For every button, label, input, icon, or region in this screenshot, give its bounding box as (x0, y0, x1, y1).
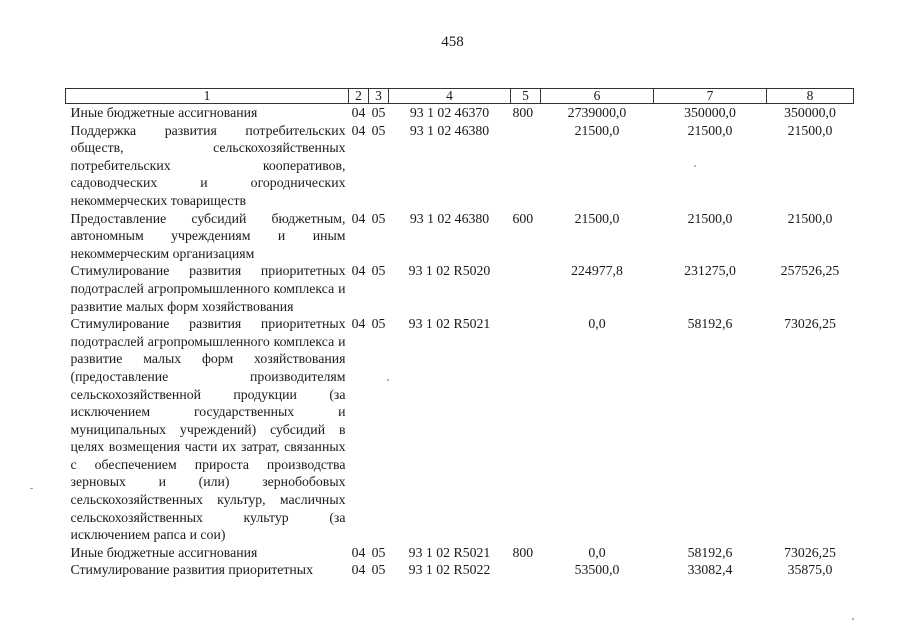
header-col-6: 6 (541, 89, 654, 104)
row-amount-col8: 73026,25 (784, 316, 836, 332)
row-amount-col7: 58192,6 (687, 544, 733, 560)
row-section: 04 (351, 122, 366, 138)
header-col-4: 4 (389, 89, 511, 104)
table-row (66, 210, 854, 263)
row-amount-col8: 35875,0 (787, 562, 833, 578)
row-amount-col6: 0,0 (588, 544, 606, 560)
row-name: Стимулирование развития приоритетных подотраслей агропромышленного комплекса и развитие малых форм хозяйствования (предоставление производителям сельскохозяйственной продукции (за исключением государственных и муниципальных учреждений) субсидий в целях возмещения части их затрат, связанных с обеспечением прироста производства зерновых и (или) зернобобовых сельскохозяйственных культур, масличных сельскохозяйственных культур (за исключением рапса и сои) (70, 316, 346, 543)
page-number: 458 (441, 34, 464, 50)
row-amount-col6: 21500,0 (574, 210, 620, 226)
row-amount-col7: 33082,4 (687, 562, 733, 578)
table-body (66, 104, 854, 580)
table-row (66, 122, 854, 210)
header-col-1: 1 (66, 89, 349, 104)
row-amount-col6: 53500,0 (574, 562, 620, 578)
row-section: 04 (351, 562, 366, 578)
row-amount-col6: 0,0 (588, 316, 606, 332)
row-amount-col8: 21500,0 (787, 210, 833, 226)
row-name: Стимулирование развития приоритетных подотраслей агропромышленного комплекса и развитие малых форм хозяйствования (70, 263, 346, 314)
row-subsection: 05 (371, 210, 386, 226)
row-amount-col7: 231275,0 (684, 263, 736, 279)
row-expense-type: 600 (512, 210, 534, 226)
row-expense-type (511, 262, 541, 315)
row-target-code: 93 1 02 46380 (409, 122, 490, 138)
row-amount-col7: 21500,0 (687, 210, 733, 226)
row-amount-col7: 21500,0 (687, 122, 733, 138)
row-subsection: 05 (371, 562, 386, 578)
row-name: Стимулирование развития приоритетных (70, 562, 313, 578)
header-col-8: 8 (767, 89, 854, 104)
row-subsection: 05 (371, 105, 386, 120)
row-section: 04 (351, 316, 366, 332)
row-name: Иные бюджетные ассигнования (70, 105, 258, 120)
header-row (66, 89, 854, 104)
scan-speck (387, 379, 389, 381)
row-name: Предоставление субсидий бюджетным, автономным учреждениям и иным некоммерческим организациям (70, 210, 346, 261)
row-subsection: 05 (371, 122, 386, 138)
row-section: 04 (351, 263, 366, 279)
table-row (66, 544, 854, 562)
row-amount-col8: 257526,25 (780, 263, 840, 279)
row-amount-col8: 21500,0 (787, 122, 833, 138)
header-col-2: 2 (349, 89, 369, 104)
row-amount-col7: 350000,0 (684, 105, 736, 120)
row-amount-col8: 73026,25 (784, 544, 836, 560)
row-expense-type (511, 315, 541, 544)
row-name: Поддержка развития потребительских обществ, сельскохозяйственных потребительских кооперативов, садоводческих и огороднических некоммерческих товариществ (70, 122, 346, 208)
row-section: 04 (351, 544, 366, 560)
row-subsection: 05 (371, 316, 386, 332)
row-target-code: 93 1 02 R5020 (408, 263, 491, 279)
row-target-code: 93 1 02 R5021 (408, 316, 491, 332)
scan-speck (852, 618, 854, 620)
row-amount-col6: 21500,0 (574, 122, 620, 138)
table-row (66, 262, 854, 315)
row-amount-col8: 350000,0 (784, 105, 836, 120)
header-col-3: 3 (369, 89, 389, 104)
row-target-code: 93 1 02 46380 (409, 210, 490, 226)
scan-speck (30, 488, 33, 489)
row-section: 04 (351, 105, 366, 120)
table-header (66, 89, 854, 104)
row-expense-type: 800 (512, 544, 534, 560)
row-section: 04 (351, 210, 366, 226)
row-target-code: 93 1 02 R5022 (408, 562, 491, 578)
table-row (66, 104, 854, 122)
row-expense-type (511, 561, 541, 579)
row-expense-type: 800 (512, 105, 534, 120)
row-amount-col7: 58192,6 (687, 316, 733, 332)
table-row (66, 315, 854, 544)
row-name: Иные бюджетные ассигнования (70, 544, 258, 560)
row-subsection: 05 (371, 263, 386, 279)
row-expense-type (511, 122, 541, 210)
row-amount-col6: 2739000,0 (567, 105, 627, 120)
header-col-7: 7 (654, 89, 767, 104)
table-row (66, 561, 854, 579)
row-subsection: 05 (371, 544, 386, 560)
scan-speck (694, 165, 696, 167)
row-target-code: 93 1 02 R5021 (408, 544, 491, 560)
row-amount-col6: 224977,8 (571, 263, 623, 279)
row-target-code: 93 1 02 46370 (409, 105, 490, 120)
header-col-5: 5 (511, 89, 541, 104)
budget-table (65, 88, 854, 579)
